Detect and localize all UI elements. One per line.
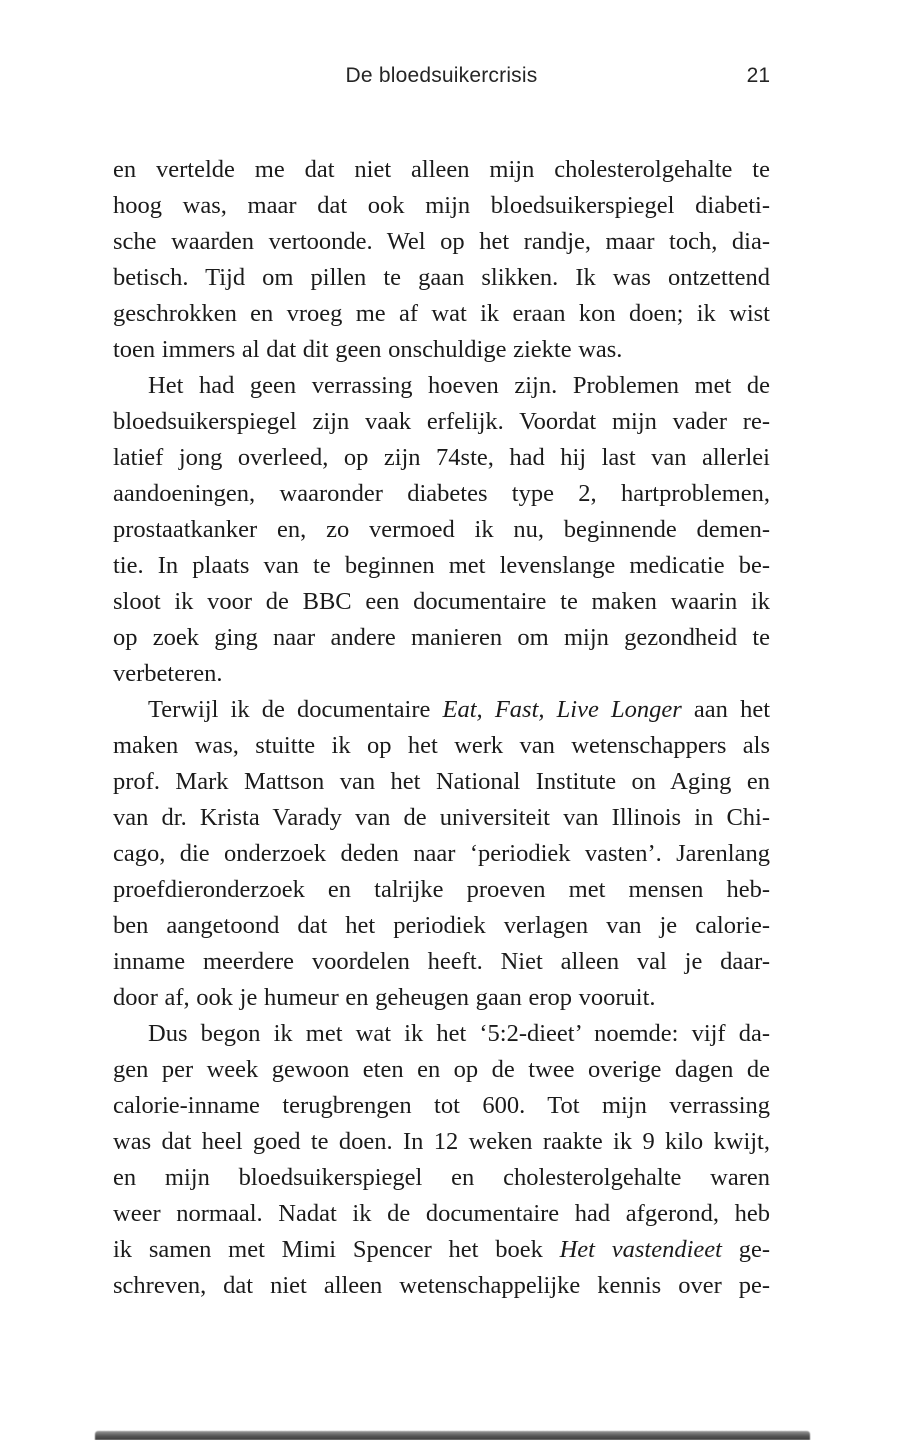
plain-text: op zoek ging naar andere manieren om mijn gezondheid te — [113, 624, 770, 651]
text-line — [113, 584, 770, 620]
text-line — [113, 1268, 770, 1304]
page-edge-shadow — [95, 1431, 810, 1440]
text-line — [113, 440, 770, 476]
plain-text: sloot ik voor de BBC een documentaire te maken waarin ik — [113, 588, 770, 615]
text-line — [113, 872, 770, 908]
italic-text: Eat, Fast, Live Longer — [442, 696, 682, 723]
running-header — [113, 64, 770, 94]
text-line — [113, 728, 770, 764]
plain-text: verbeteren. — [113, 660, 223, 687]
text-line — [113, 1196, 770, 1232]
text-line — [113, 1160, 770, 1196]
plain-text: en mijn bloedsuikerspiegel en cholesterolgehalte waren — [113, 1164, 770, 1191]
plain-text: door af, ook je humeur en geheugen gaan erop vooruit. — [113, 984, 656, 1011]
plain-text: aan het — [681, 696, 770, 723]
text-line — [113, 980, 770, 1016]
text-line — [113, 1232, 770, 1268]
body-paragraph — [113, 692, 770, 1016]
plain-text: Het had geen verrassing hoeven zijn. Problemen met de — [148, 372, 770, 399]
plain-text: gen per week gewoon eten en op de twee overige dagen de — [113, 1056, 770, 1083]
text-line — [113, 836, 770, 872]
plain-text: prof. Mark Mattson van het National Institute on Aging en — [113, 768, 770, 795]
plain-text: ik samen met Mimi Spencer het boek — [113, 1236, 560, 1263]
plain-text: weer normaal. Nadat ik de documentaire had afgerond, heb — [113, 1200, 770, 1227]
plain-text: schreven, dat niet alleen wetenschappelijke kennis over pe- — [113, 1272, 770, 1299]
plain-text: hoog was, maar dat ook mijn bloedsuikerspiegel diabeti- — [113, 192, 770, 219]
text-line — [113, 656, 770, 692]
chapter-title: De bloedsuikercrisis — [345, 64, 538, 87]
plain-text: tie. In plaats van te beginnen met levenslange medicatie be- — [113, 552, 770, 579]
text-line — [113, 404, 770, 440]
plain-text: toen immers al dat dit geen onschuldige ziekte was. — [113, 336, 623, 363]
text-line — [113, 692, 770, 728]
text-line — [113, 368, 770, 404]
text-line — [113, 1016, 770, 1052]
plain-text: Dus begon ik met wat ik het ‘5:2-dieet’ noemde: vijf da- — [148, 1020, 770, 1047]
body-paragraph — [113, 152, 770, 368]
plain-text: aandoeningen, waaronder diabetes type 2, hartproblemen, — [113, 480, 770, 507]
body-paragraph — [113, 1016, 770, 1304]
text-line — [113, 476, 770, 512]
text-line — [113, 944, 770, 980]
plain-text: ben aangetoond dat het periodiek verlagen van je calorie- — [113, 912, 770, 939]
text-line — [113, 188, 770, 224]
text-line — [113, 908, 770, 944]
plain-text: ge- — [721, 1236, 770, 1263]
text-line — [113, 296, 770, 332]
plain-text: prostaatkanker en, zo vermoed ik nu, beginnende demen- — [113, 516, 770, 543]
text-line — [113, 764, 770, 800]
text-line — [113, 620, 770, 656]
italic-text: Het vastendieet — [559, 1236, 722, 1263]
text-line — [113, 1052, 770, 1088]
body-paragraph — [113, 368, 770, 692]
text-line — [113, 1088, 770, 1124]
text-line — [113, 224, 770, 260]
plain-text: bloedsuikerspiegel zijn vaak erfelijk. Voordat mijn vader re- — [113, 408, 770, 435]
plain-text: was dat heel goed te doen. In 12 weken raakte ik 9 kilo kwijt, — [113, 1128, 770, 1155]
text-line — [113, 1124, 770, 1160]
plain-text: maken was, stuitte ik op het werk van wetenschappers als — [113, 732, 770, 759]
text-line — [113, 260, 770, 296]
plain-text: sche waarden vertoonde. Wel op het randje, maar toch, dia- — [113, 228, 770, 255]
text-line — [113, 548, 770, 584]
text-line — [113, 332, 770, 368]
page-number: 21 — [746, 64, 770, 87]
text-line — [113, 800, 770, 836]
text-line — [113, 152, 770, 188]
text-line — [113, 512, 770, 548]
plain-text: cago, die onderzoek deden naar ‘periodiek vasten’. Jarenlang — [113, 840, 770, 867]
text-block — [113, 152, 770, 1304]
plain-text: Terwijl ik de documentaire — [148, 696, 443, 723]
plain-text: calorie-inname terugbrengen tot 600. Tot mijn verrassing — [113, 1092, 770, 1119]
plain-text: latief jong overleed, op zijn 74ste, had hij last van allerlei — [113, 444, 770, 471]
plain-text: en vertelde me dat niet alleen mijn cholesterolgehalte te — [113, 156, 770, 183]
plain-text: inname meerdere voordelen heeft. Niet alleen val je daar- — [113, 948, 770, 975]
plain-text: van dr. Krista Varady van de universiteit van Illinois in Chi- — [113, 804, 770, 831]
plain-text: geschrokken en vroeg me af wat ik eraan kon doen; ik wist — [113, 300, 770, 327]
plain-text: proefdieronderzoek en talrijke proeven met mensen heb- — [113, 876, 770, 903]
plain-text: betisch. Tijd om pillen te gaan slikken. Ik was ontzettend — [113, 264, 770, 291]
